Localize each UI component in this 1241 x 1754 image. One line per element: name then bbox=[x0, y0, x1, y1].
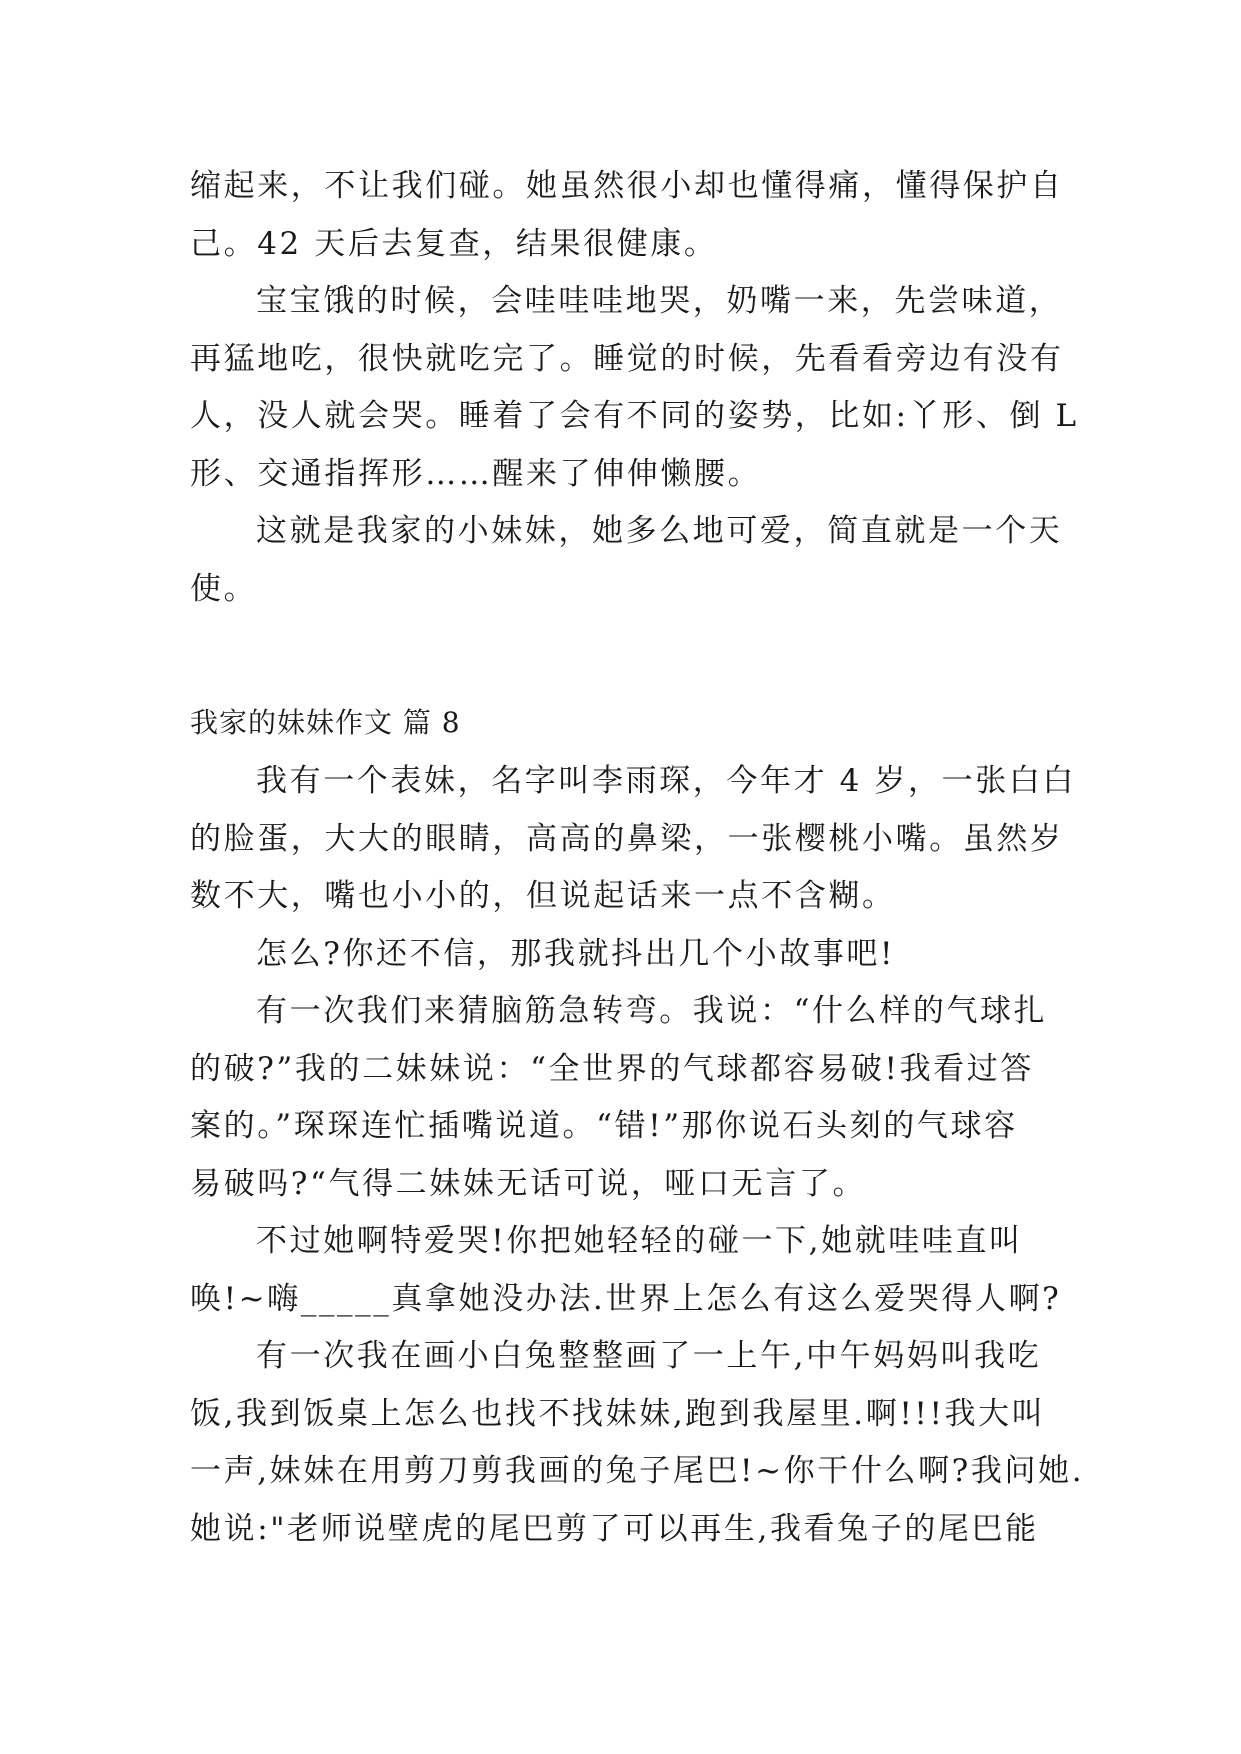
text-line: 一声,妹妹在用剪刀剪我画的兔子尾巴!~你干什么啊?我问她. bbox=[190, 1453, 1085, 1489]
text-line: 数不大，嘴也小小的，但说起话来一点不含糊。 bbox=[190, 878, 896, 914]
text-line: 易破吗?“气得二妹妹无话可说，哑口无言了。 bbox=[190, 1165, 867, 1202]
text-line: 饭,我到饭桌上怎么也找不找妹妹,跑到我屋里.啊!!!我大叫 bbox=[190, 1395, 1046, 1432]
text-line: 这就是我家的小妹妹，她多么地可爱，简直就是一个天 bbox=[256, 513, 1063, 549]
paragraph bbox=[190, 753, 1077, 926]
paragraph bbox=[190, 158, 1064, 273]
text-line: 案的。”琛琛连忙插嘴说道。“错!”那你说石头刻的气球容 bbox=[190, 1108, 1018, 1144]
paragraph bbox=[190, 273, 1079, 503]
text-line: 有一次我们来猜脑筋急转弯。我说：“什么样的气球扎 bbox=[256, 993, 1048, 1029]
text-line: 再猛地吃，很快就吃完了。睡觉的时候，先看看旁边有没有 bbox=[190, 340, 1064, 377]
text-line: 的破?”我的二妹妹说：“全世界的气球都容易破!我看过答 bbox=[190, 1050, 1034, 1087]
text-line: 唤!~嗨_____真拿她没办法.世界上怎么有这么爱哭得人啊? bbox=[190, 1280, 1062, 1317]
text-line: 她说:"老师说壁虎的尾巴剪了可以再生,我看兔子的尾巴能 bbox=[190, 1510, 1039, 1547]
text-line: 的脸蛋，大大的眼睛，高高的鼻梁，一张樱桃小嘴。虽然岁 bbox=[190, 820, 1064, 857]
text-line: 有一次我在画小白兔整整画了一上午,中午妈妈叫我吃 bbox=[256, 1338, 1042, 1374]
text-line: 己。42 天后去复查，结果很健康。 bbox=[190, 225, 718, 262]
section-gap bbox=[190, 618, 1060, 693]
paragraph bbox=[190, 503, 1063, 618]
text-line: 人，没人就会哭。睡着了会有不同的姿势，比如:丫形、倒 L bbox=[190, 398, 1079, 434]
text-line: 使。 bbox=[190, 570, 258, 607]
text-line: 形、交通指挥形……醒来了伸伸懒腰。 bbox=[190, 455, 762, 492]
text-line: 我有一个表妹，名字叫李雨琛，今年才 4 岁，一张白白 bbox=[256, 763, 1077, 799]
document-page bbox=[190, 158, 1085, 1558]
text-line: 不过她啊特爱哭!你把她轻轻的碰一下,她就哇哇直叫 bbox=[256, 1223, 1023, 1259]
text-line: 缩起来，不让我们碰。她虽然很小却也懂得痛，懂得保护自 bbox=[190, 168, 1064, 204]
section-heading: 我家的妹妹作文 篇 8 bbox=[190, 706, 461, 739]
text-line: 怎么?你还不信，那我就抖出几个小故事吧! bbox=[256, 935, 896, 972]
paragraph bbox=[190, 1213, 1060, 1328]
paragraph bbox=[190, 926, 1060, 984]
text-line: 宝宝饿的时候，会哇哇哇地哭，奶嘴一来，先尝味道， bbox=[256, 283, 1063, 319]
paragraph bbox=[190, 1328, 1085, 1558]
paragraph bbox=[190, 983, 1060, 1213]
